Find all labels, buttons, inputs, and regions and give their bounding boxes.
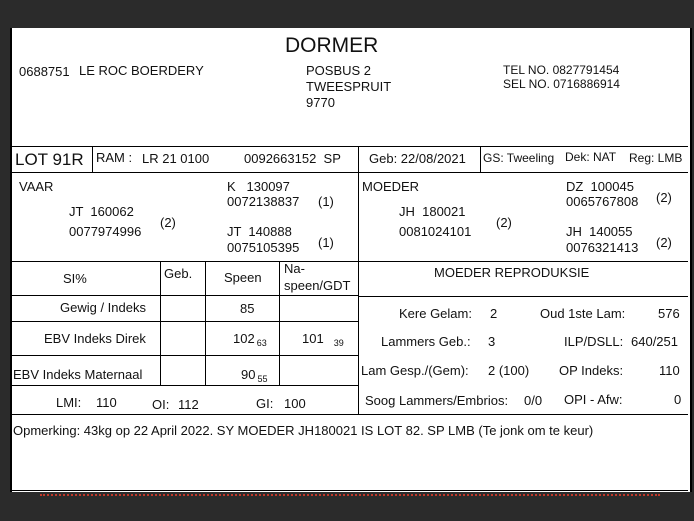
- moeder-jh2-count: (2): [656, 235, 672, 250]
- bottom-dark-border: [0, 492, 694, 521]
- col-naspeen-2: speen/GDT: [284, 278, 351, 293]
- tel-number: TEL NO. 0827791454: [503, 63, 620, 77]
- sel-number: SEL NO. 0716886914: [503, 77, 620, 91]
- oud-value: 576: [658, 306, 680, 321]
- oi-value: 112: [178, 397, 199, 412]
- vaar-jt2-count: (1): [318, 235, 334, 250]
- ram-number: LR 21 0100: [142, 151, 210, 166]
- oud-label: Oud 1ste Lam:: [540, 306, 626, 321]
- vaar-jt1-count: (2): [160, 215, 176, 230]
- rule-perf-v2: [205, 261, 206, 385]
- moeder-jh1-count: (2): [496, 215, 512, 230]
- rule-perf-h3: [12, 355, 358, 356]
- gi-value: 100: [284, 396, 306, 411]
- row-direk-naspeen-sub: 39: [333, 338, 344, 348]
- rule-lot-bottom: [12, 172, 688, 173]
- address-line-1: POSBUS 2: [306, 63, 372, 78]
- row-gewig-label: Gewig / Indeks: [60, 300, 146, 315]
- moeder-dz-id: 0065767808: [566, 194, 639, 209]
- row-gewig-speen: 85: [240, 301, 255, 316]
- vaar-k: K 130097: [227, 179, 290, 194]
- moeder-dz-count: (2): [656, 190, 672, 205]
- opi-label: OPI - Afw:: [564, 392, 623, 407]
- moeder-dz: DZ 100045: [566, 179, 634, 194]
- ilp-label: ILP/DSLL:: [564, 334, 624, 349]
- moeder-jh2: JH 140055: [566, 224, 633, 239]
- kere-label: Kere Gelam:: [399, 306, 472, 321]
- repro-title: MOEDER REPRODUKSIE: [434, 265, 590, 280]
- col-si: SI%: [63, 271, 87, 286]
- rule-lot-v2: [358, 146, 359, 172]
- lammers-label: Lammers Geb.:: [381, 334, 471, 349]
- vaar-k-count: (1): [318, 194, 334, 209]
- row-maternaal-label: EBV Indeks Maternaal: [13, 367, 143, 382]
- moeder-jh1: JH 180021: [399, 204, 466, 219]
- vaar-jt2: JT 140888: [227, 224, 292, 239]
- op-value: 110: [659, 363, 680, 378]
- moeder-jh1-id: 0081024101: [399, 224, 472, 239]
- col-geb: Geb.: [164, 266, 193, 281]
- gesp-label: Lam Gesp./(Gem):: [361, 363, 469, 378]
- rule-lot-v3: [480, 146, 481, 172]
- lot-card: [10, 28, 692, 492]
- rule-perf-h1: [12, 295, 358, 296]
- page-title: DORMER: [285, 34, 379, 57]
- owner-id: 0688751: [19, 64, 70, 79]
- lmi-label: LMI:: [56, 395, 82, 410]
- rule-perf-top: [12, 261, 358, 262]
- rule-perf-bottom: [12, 385, 358, 386]
- soog-label: Soog Lammers/Embrios:: [365, 393, 509, 408]
- row-direk-naspeen-value: 101: [302, 331, 324, 346]
- rule-remarks-bottom: [12, 490, 688, 491]
- gi-label: GI:: [256, 396, 274, 411]
- lammers-value: 3: [488, 334, 496, 349]
- owner-name: LE ROC BOERDERY: [79, 63, 204, 78]
- address-line-2: TWEESPRUIT: [306, 79, 392, 94]
- rule-repro-h1: [358, 296, 688, 297]
- ram-label: RAM :: [96, 150, 133, 165]
- moeder-label: MOEDER: [362, 179, 420, 194]
- gesp-value: 2 (100): [488, 363, 530, 378]
- row-maternaal-speen: [241, 367, 267, 387]
- rule-perf-h2: [12, 321, 358, 322]
- kere-value: 2: [490, 306, 498, 321]
- lmi-value: 110: [96, 395, 117, 410]
- lot-number: LOT 91R: [15, 150, 84, 169]
- red-dotted-cutline: [40, 494, 660, 496]
- row-maternaal-speen-value: 90: [241, 367, 256, 382]
- opi-value: 0: [674, 392, 682, 407]
- op-label: OP Indeks:: [559, 363, 624, 378]
- row-direk-speen-sub: 63: [256, 338, 267, 348]
- row-maternaal-speen-sub: 55: [257, 374, 268, 384]
- vaar-k-id: 0072138837: [227, 194, 300, 209]
- address-line-3: 9770: [306, 95, 335, 110]
- rule-remarks-top: [12, 414, 688, 415]
- row-direk-label: EBV Indeks Direk: [44, 331, 146, 346]
- birth-date: Geb: 22/08/2021: [369, 151, 466, 166]
- col-speen: Speen: [224, 270, 262, 285]
- rule-pedigree-mid: [358, 172, 359, 414]
- oi-label: OI:: [152, 397, 170, 412]
- ilp-value: 640/251: [631, 334, 678, 349]
- rule-perf-v3: [279, 261, 280, 385]
- rule-lot-v1: [92, 146, 93, 172]
- soog-value: 0/0: [524, 393, 543, 408]
- row-direk-speen: [233, 331, 267, 351]
- row-direk-speen-value: 102: [233, 331, 255, 346]
- gs-status: GS: Tweeling: [483, 151, 555, 165]
- vaar-jt1: JT 160062: [69, 204, 134, 219]
- reg-status: Reg: LMB: [629, 151, 683, 165]
- vaar-jt1-id: 0077974996: [69, 224, 142, 239]
- rule-repro-top: [358, 261, 688, 262]
- vaar-label: VAAR: [19, 179, 54, 194]
- remarks-text: Opmerking: 43kg op 22 April 2022. SY MOEDER JH180021 IS LOT 82. SP LMB (Te jonk om te keur): [13, 423, 594, 438]
- vaar-jt2-id: 0075105395: [227, 240, 300, 255]
- row-direk-naspeen: [302, 331, 344, 351]
- rule-lot-top: [12, 146, 688, 147]
- top-dark-border: [0, 0, 694, 28]
- dek-status: Dek: NAT: [565, 150, 617, 164]
- col-naspeen-1: Na-: [284, 261, 305, 276]
- ram-id-sp: 0092663152 SP: [244, 151, 341, 166]
- rule-perf-v1: [160, 261, 161, 385]
- moeder-jh2-id: 0076321413: [566, 240, 639, 255]
